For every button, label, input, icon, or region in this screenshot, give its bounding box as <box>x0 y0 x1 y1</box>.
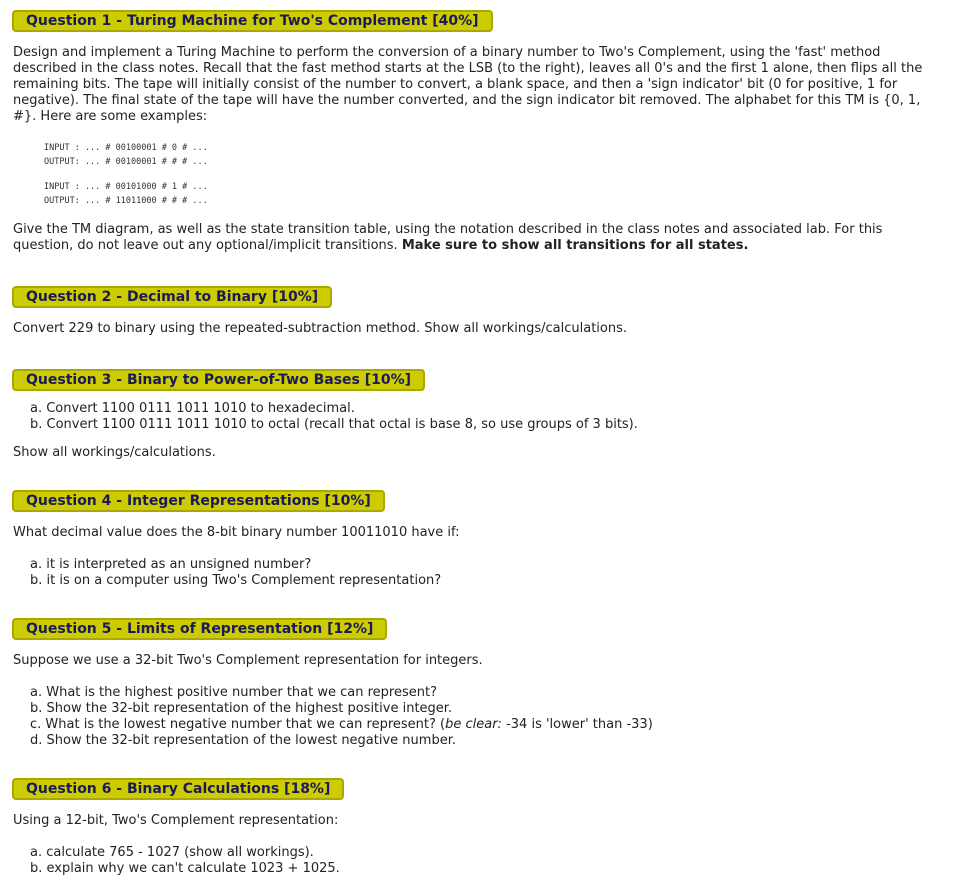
question-2-text: Convert 229 to binary using the repeated-subtraction method. Show all workings/calculations. <box>13 321 627 336</box>
question-4-text: What decimal value does the 8-bit binary number 10011010 have if: <box>13 525 460 540</box>
question-5-text: Suppose we use a 32-bit Two's Complement representation for integers. <box>13 653 483 668</box>
question-1-outro-emphasis: Make sure to show all transitions for all states. <box>401 238 749 253</box>
example-2-input: INPUT : ... # 00101000 # 1 # ... <box>44 182 208 192</box>
question-5-item-c <box>30 717 653 733</box>
question-6-text: Using a 12-bit, Two's Complement representation: <box>13 813 339 828</box>
question-6-item-b: b. explain why we can't calculate 1023 + 1025. <box>30 861 340 876</box>
question-6-heading: Question 6 - Binary Calculations [18%] <box>12 778 344 800</box>
question-4-item-b: b. it is on a computer using Two's Complement representation? <box>30 573 442 588</box>
question-1-outro-text: Give the TM diagram, as well as the state transition table, using the notation described in the class notes and associated lab. For this question, do not leave out any optional/implicit transitions. <box>13 222 883 253</box>
question-1-intro: Design and implement a Turing Machine to perform the conversion of a binary number to Two's Complement, using the 'fast' method described in the class notes. Recall that the fast method starts at the LSB (to the right), leaves all 0's and the first 1 alone, then flips all the remaining bits. The tape will initially consist of the number to convert, a blank space, and then a 'sign indicator' bit (0 for positive, 1 for negative). The final state of the tape will have the number converted, and the sign indicator bit removed. The alphabet for this TM is {0, 1, #}. Here are some examples: <box>13 45 923 124</box>
example-2-output: OUTPUT: ... # 11011000 # # # ... <box>44 196 208 206</box>
question-4-heading: Question 4 - Integer Representations [10%] <box>12 490 385 512</box>
example-1-input: INPUT : ... # 00100001 # 0 # ... <box>44 143 208 153</box>
question-5-item-c-italic: be clear: <box>445 717 502 732</box>
question-3-list <box>30 401 638 433</box>
question-3-footer: Show all workings/calculations. <box>13 445 216 460</box>
question-2-heading: Question 2 - Decimal to Binary [10%] <box>12 286 332 308</box>
question-4-list <box>30 557 441 589</box>
question-1-outro <box>13 222 945 254</box>
example-1-output: OUTPUT: ... # 00100001 # # # ... <box>44 157 208 167</box>
question-5-item-c-post: -34 is 'lower' than -33) <box>501 717 653 732</box>
question-3-item-b: b. Convert 1100 0111 1011 1010 to octal (recall that octal is base 8, so use groups of 3 bits). <box>30 417 638 432</box>
question-6-list <box>30 845 340 877</box>
question-4-item-a: a. it is interpreted as an unsigned number? <box>30 557 312 572</box>
question-5-item-a: a. What is the highest positive number that we can represent? <box>30 685 437 700</box>
question-6-item-a: a. calculate 765 - 1027 (show all workings). <box>30 845 314 860</box>
question-3-item-a: a. Convert 1100 0111 1011 1010 to hexadecimal. <box>30 401 355 416</box>
question-3-heading: Question 3 - Binary to Power-of-Two Bases [10%] <box>12 369 425 391</box>
question-5-list <box>30 685 653 749</box>
question-5-item-b: b. Show the 32-bit representation of the highest positive integer. <box>30 701 453 716</box>
question-1-heading: Question 1 - Turing Machine for Two's Complement [40%] <box>12 10 493 32</box>
question-5-item-d: d. Show the 32-bit representation of the lowest negative number. <box>30 733 456 748</box>
question-5-item-c-pre: c. What is the lowest negative number that we can represent? ( <box>30 717 446 732</box>
question-5-heading: Question 5 - Limits of Representation [12%] <box>12 618 387 640</box>
